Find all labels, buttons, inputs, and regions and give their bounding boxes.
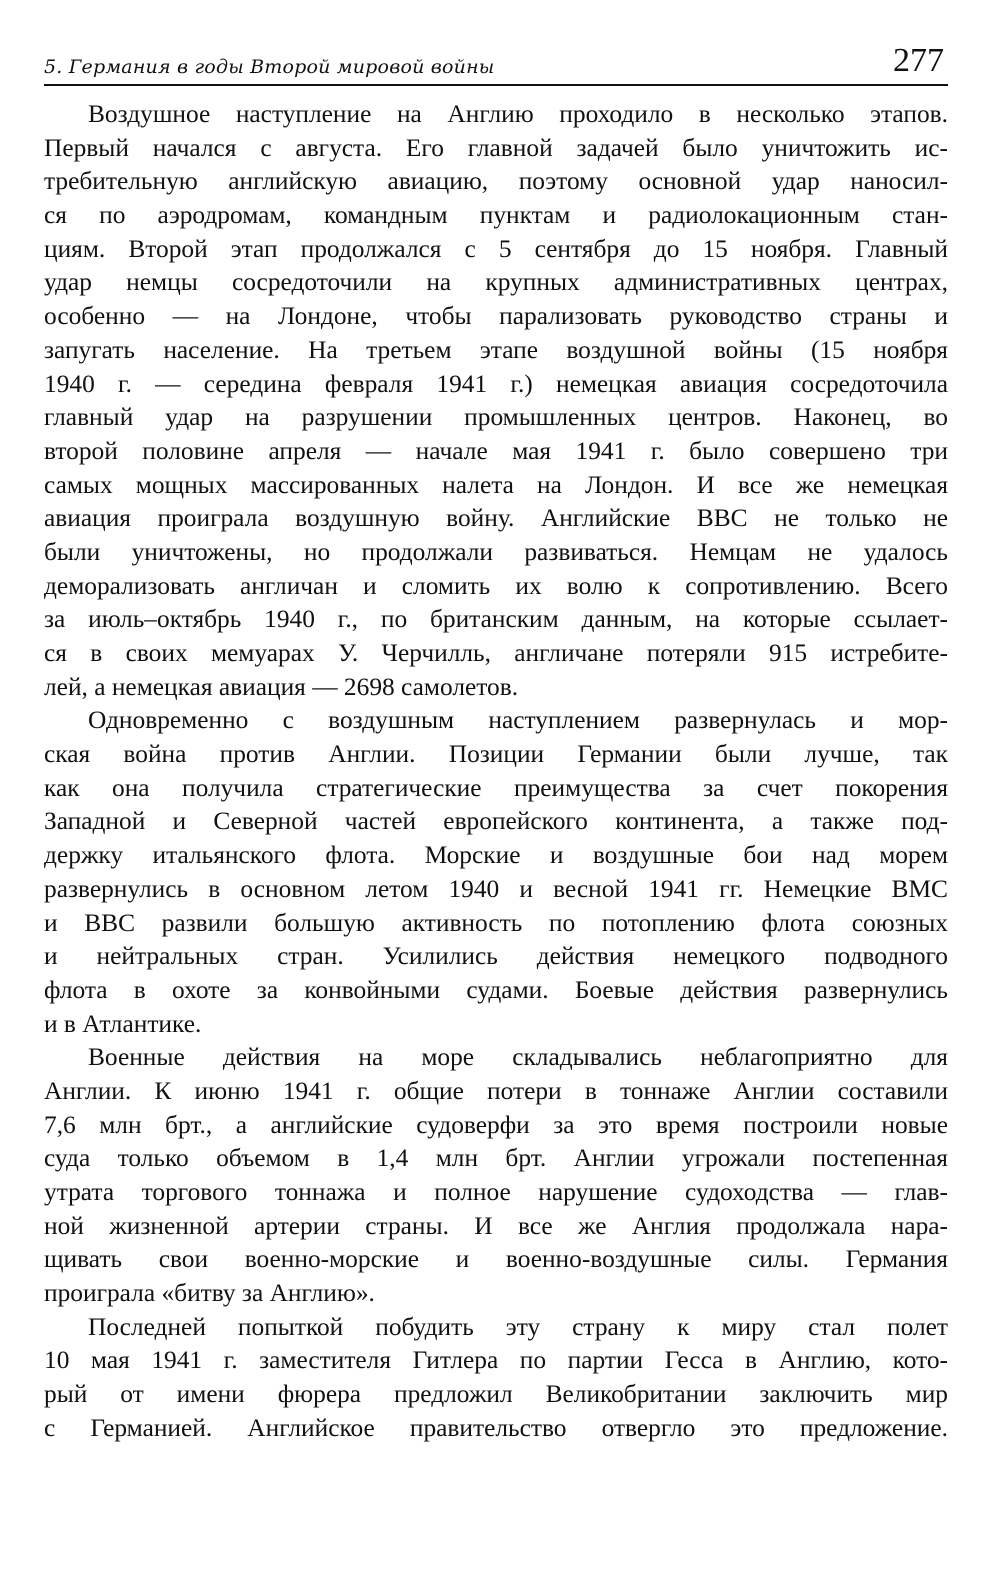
text-line: запугать население. На третьем этапе воздушной войны (15 ноября bbox=[44, 335, 948, 364]
paragraph-sea-losses bbox=[44, 1041, 948, 1311]
text-line: и в Атлантике. bbox=[44, 1009, 202, 1038]
text-line: Военные действия на море складывались неблагоприятно для bbox=[88, 1043, 948, 1072]
text-line: с Германией. Английское правительство отвергло это предложение. bbox=[44, 1413, 948, 1442]
text-line: Одновременно с воздушным наступлением развернулась и мор- bbox=[88, 706, 948, 735]
running-header bbox=[44, 28, 948, 86]
paragraph-naval-war bbox=[44, 704, 948, 1041]
page-number: 277 bbox=[893, 42, 944, 79]
text-line: 10 мая 1941 г. заместителя Гитлера по партии Гесса в Англию, кото- bbox=[44, 1346, 948, 1375]
text-line: суда только объемом в 1,4 млн брт. Англии угрожали постепенная bbox=[44, 1144, 948, 1173]
text-line: лей, а немецкая авиация — 2698 самолетов. bbox=[44, 672, 519, 701]
text-line: проиграла «битву за Англию». bbox=[44, 1279, 375, 1308]
book-page bbox=[44, 28, 948, 1446]
paragraph-hess-flight bbox=[44, 1311, 948, 1446]
text-line: ной жизненной артерии страны. И все же Англия продолжала нара- bbox=[44, 1211, 948, 1240]
running-title: 5. Германия в годы Второй мировой войны bbox=[44, 56, 495, 78]
text-line: авиация проиграла воздушную войну. Английские ВВС не только не bbox=[44, 504, 948, 533]
text-line: утрата торгового тоннажа и полное нарушение судоходства — глав- bbox=[44, 1178, 948, 1206]
text-line: 1940 г. — середина февраля 1941 г.) немецкая авиация сосредоточила bbox=[44, 369, 948, 398]
text-line: рый от имени фюрера предложил Великобритании заключить мир bbox=[44, 1380, 948, 1409]
text-line: Первый начался с августа. Его главной задачей было уничтожить ис- bbox=[44, 133, 948, 162]
text-line: флота в охоте за конвойными судами. Боевые действия развернулись bbox=[44, 975, 948, 1004]
text-line: как она получила стратегические преимущества за счет покорения bbox=[44, 773, 948, 802]
text-line: особенно — на Лондоне, чтобы парализовать руководство страны и bbox=[44, 302, 948, 331]
text-line: самых мощных массированных налета на Лондон. И все же немецкая bbox=[44, 470, 948, 499]
text-line: держку итальянского флота. Морские и воздушные бои над морем bbox=[44, 841, 948, 870]
text-line: деморализовать англичан и сломить их волю к сопротивлению. Всего bbox=[44, 571, 948, 600]
paragraph-air-offensive bbox=[44, 98, 948, 704]
text-line: Воздушное наступление на Англию проходило в несколько этапов. bbox=[88, 100, 948, 128]
text-line: и ВВС развили большую активность по потоплению флота союзных bbox=[44, 908, 948, 937]
text-line: 7,6 млн брт., а английские судоверфи за это время построили новые bbox=[44, 1110, 948, 1139]
text-line: и нейтральных стран. Усилились действия немецкого подводного bbox=[44, 942, 948, 971]
text-line: ская война против Англии. Позиции Германии были лучше, так bbox=[44, 740, 948, 769]
text-line: за июль–октябрь 1940 г., по британским данным, на которые ссылает- bbox=[44, 605, 948, 634]
text-line: щивать свои военно-морские и военно-воздушные силы. Германия bbox=[44, 1245, 948, 1274]
text-line: второй половине апреля — начале мая 1941 г. было совершено три bbox=[44, 436, 948, 465]
text-line: Англии. К июню 1941 г. общие потери в тоннаже Англии составили bbox=[44, 1076, 948, 1105]
text-line: Западной и Северной частей европейского континента, а также под- bbox=[44, 807, 948, 836]
text-line: требительную английскую авиацию, поэтому основной удар наносил- bbox=[44, 167, 948, 196]
text-line: главный удар на разрушении промышленных центров. Наконец, во bbox=[44, 403, 948, 432]
text-line: развернулись в основном летом 1940 и весной 1941 гг. Немецкие ВМС bbox=[44, 874, 948, 903]
body-text bbox=[44, 98, 948, 1446]
text-line: циям. Второй этап продолжался с 5 сентября до 15 ноября. Главный bbox=[44, 234, 948, 263]
text-line: Последней попыткой побудить эту страну к миру стал полет bbox=[88, 1312, 948, 1341]
text-line: удар немцы сосредоточили на крупных административных центрах, bbox=[44, 268, 948, 297]
text-line: были уничтожены, но продолжали развиваться. Немцам не удалось bbox=[44, 537, 948, 566]
text-line: ся в своих мемуарах У. Черчилль, англичане потеряли 915 истребите- bbox=[44, 639, 948, 667]
text-line: ся по аэродромам, командным пунктам и радиолокационным стан- bbox=[44, 201, 948, 230]
